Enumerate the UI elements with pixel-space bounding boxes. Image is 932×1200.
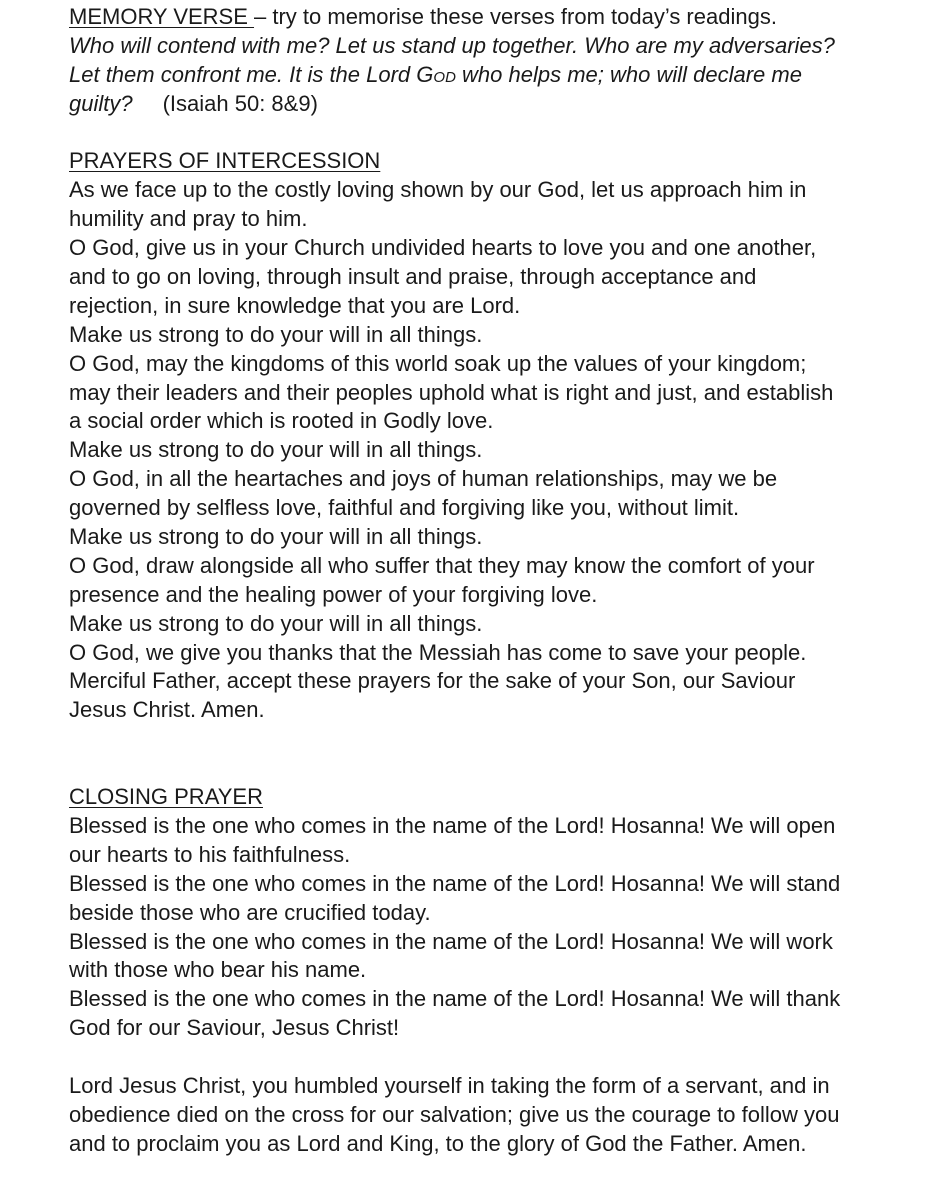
intercession-line: O God, in all the heartaches and joys of human relationships, may we be [69, 466, 778, 492]
spacer [69, 119, 909, 148]
closing-heading-line [69, 783, 909, 812]
verse-line-part: guilty? [69, 90, 133, 116]
intercession-line: O God, may the kingdoms of this world soak up the values of your kingdom; [69, 350, 807, 376]
intercession-response: Make us strong to do your will in all things. [69, 437, 483, 463]
intercession-line: Jesus Christ. Amen. [69, 697, 265, 723]
closing-heading: CLOSING PRAYER [69, 784, 263, 810]
verse-reference: (Isaiah 50: 8&9) [162, 90, 318, 116]
intercession-line: a social order which is rooted in Godly love. [69, 408, 494, 434]
intercession-line: rejection, in sure knowledge that you are Lord. [69, 292, 521, 318]
intercession-line: Merciful Father, accept these prayers for the sake of your Son, our Saviour [69, 668, 796, 694]
memory-verse-heading: MEMORY VERSE [69, 4, 255, 29]
verse-line-part: who helps me; who will declare me [455, 61, 802, 87]
intercession-line: presence and the healing power of your forgiving love. [69, 581, 598, 607]
memory-verse-section [69, 3, 909, 119]
closing-line: beside those who are crucified today. [69, 899, 431, 925]
memory-verse-intro: – try to memorise these verses from today’s readings. [254, 4, 777, 29]
final-prayer-section [69, 1072, 909, 1159]
intercession-line: O God, give us in your Church undivided hearts to love you and one another, [69, 235, 817, 261]
final-prayer-line: obedience died on the cross for our salvation; give us the courage to follow you [69, 1101, 840, 1127]
intercession-line: and to go on loving, through insult and praise, through acceptance and [69, 264, 757, 290]
closing-line: Blessed is the one who comes in the name of the Lord! Hosanna! We will thank [69, 986, 841, 1012]
intercession-response: Make us strong to do your will in all things. [69, 524, 483, 550]
intercession-line: As we face up to the costly loving shown by our God, let us approach him in [69, 177, 807, 203]
final-prayer-line: and to proclaim you as Lord and King, to the glory of God the Father. Amen. [69, 1130, 807, 1156]
intercession-heading-line [69, 147, 909, 176]
intercession-line: humility and pray to him. [69, 206, 308, 232]
intercession-line: O God, we give you thanks that the Messiah has come to save your people. [69, 639, 807, 665]
closing-line: with those who bear his name. [69, 957, 367, 983]
closing-line: our hearts to his faithfulness. [69, 841, 351, 867]
verse-line [69, 61, 909, 90]
lord-god-word: God [416, 61, 456, 87]
intercession-section [69, 147, 909, 725]
intercession-response: Make us strong to do your will in all things. [69, 610, 483, 636]
closing-line: Blessed is the one who comes in the name of the Lord! Hosanna! We will work [69, 928, 833, 954]
final-prayer-line: Lord Jesus Christ, you humbled yourself in taking the form of a servant, and in [69, 1072, 830, 1098]
memory-verse-heading-line [69, 3, 909, 32]
spacer [69, 725, 909, 783]
closing-line: Blessed is the one who comes in the name of the Lord! Hosanna! We will stand [69, 870, 841, 896]
intercession-response: Make us strong to do your will in all things. [69, 321, 483, 347]
closing-line: God for our Saviour, Jesus Christ! [69, 1015, 400, 1041]
closing-line: Blessed is the one who comes in the name of the Lord! Hosanna! We will open [69, 812, 836, 838]
verse-line: Who will contend with me? Let us stand up together. Who are my adversaries? [69, 32, 835, 58]
intercession-line: governed by selfless love, faithful and forgiving like you, without limit. [69, 495, 740, 521]
closing-prayer-section [69, 783, 909, 1043]
intercession-line: may their leaders and their peoples uphold what is right and just, and establish [69, 379, 834, 405]
document-page [69, 3, 909, 1159]
spacer [69, 1043, 909, 1072]
intercession-heading: PRAYERS OF INTERCESSION [69, 148, 381, 174]
intercession-line: O God, draw alongside all who suffer that they may know the comfort of your [69, 552, 815, 578]
verse-line-part: Let them confront me. It is the Lord [69, 61, 417, 87]
verse-line [69, 90, 909, 119]
